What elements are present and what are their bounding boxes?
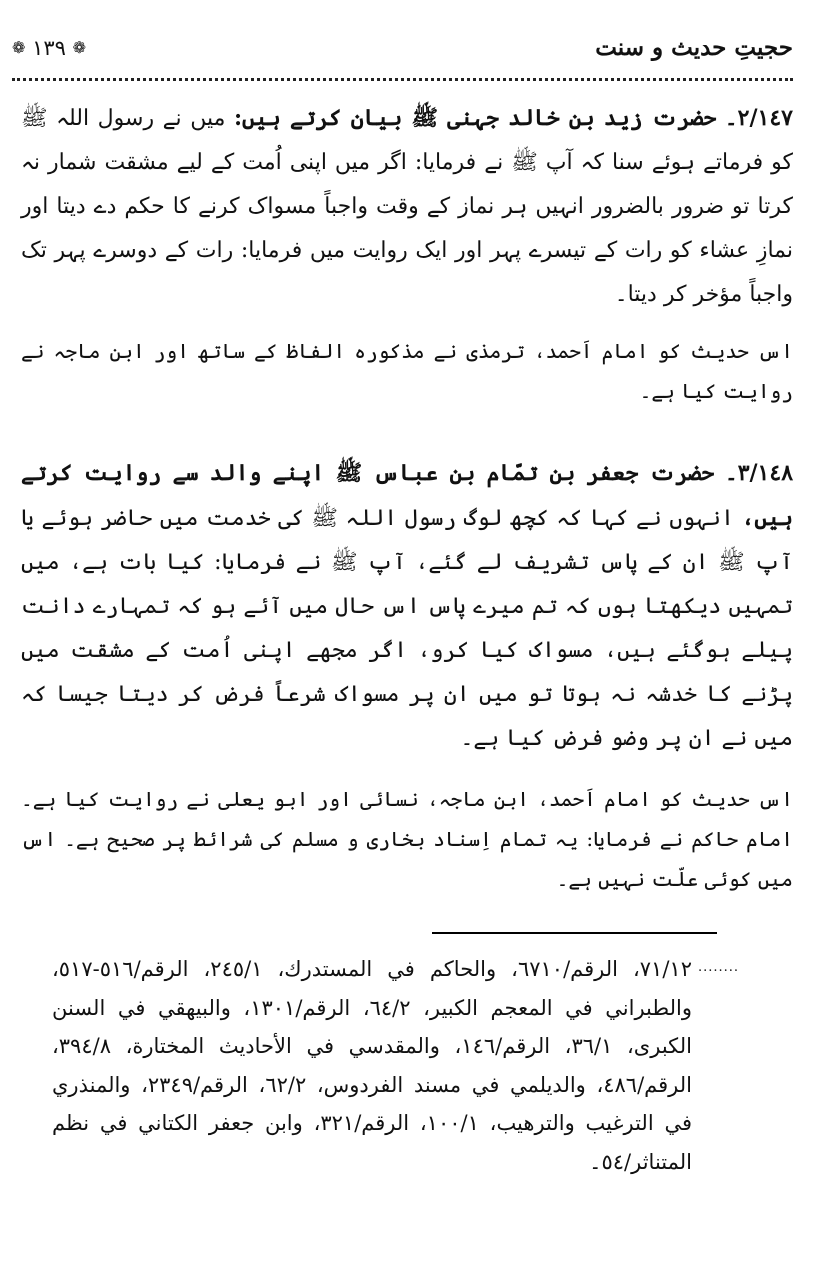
header-dotted-rule — [12, 78, 793, 81]
page-number-block — [12, 36, 86, 60]
hadith-reference: اس حدیث کو امام اَحمد، ابن ماجہ، نسائی اور ابو یعلی نے روایت کیا ہے۔ امام حاکم نے فرمایا: یہ تمام اِسناد بخاری و مسلم کی شرائط پر صحیح ہے۔ اس میں کوئی علّت نہیں ہے۔ — [21, 787, 793, 891]
main-text — [21, 96, 793, 899]
hadith-paragraph — [21, 451, 793, 761]
hadith-number: ٢/١٤٧۔ — [724, 105, 793, 131]
footnote-separator — [432, 932, 717, 934]
footnote-marker: ........ — [698, 960, 740, 975]
hadith-text: انہوں نے کہا کہ کچھ لوگ رسول اللہ ﷺ کی خدمت میں حاضر ہوئے یا آپ ﷺ ان کے پاس تشریف لے گئے، آپ ﷺ نے فرمایا: کیا بات ہے، میں تمہیں دیکھتا ہوں کہ تم میرے پاس اس حال میں آئے ہو کہ تمہارے دانت پیلے ہوگئے ہیں، مسواک کیا کرو، اگر مجھے اپنی اُمت کے مشقت میں پڑنے کا خدشہ نہ ہوتا تو میں ان پر مسواک شرعاً فرض کر دیتا جیسا کہ میں نے ان پر وضو فرض کیا ہے۔ — [21, 506, 793, 751]
hadith-reference: اس حدیث کو امام اَحمد، ترمذی نے مذکورہ الفاظ کے ساتھ اور ابن ماجہ نے روایت کیا ہے۔ — [21, 339, 793, 403]
running-header — [12, 28, 793, 72]
hadith-text: میں نے رسول اللہ ﷺ کو فرماتے ہوئے سنا کہ آپ ﷺ نے فرمایا: اگر میں اپنی اُمت کے لیے مشقت شمار نہ کرتا تو ضرور بالضرور انہیں ہر نماز کے وقت واجباً مسواک کرنے کا حکم دے دیتا اور نمازِ عشاء کو رات کے تیسرے پہر اور ایک روایت میں فرمایا: رات کے دوسرے پہر تک واجباً مؤخر کر دیتا۔ — [21, 106, 793, 307]
hadith-narrator: حضرت جعفر بن تمّام بن عباس ﷺ اپنے والد سے روایت کرتے ہیں، — [21, 460, 793, 531]
hadith-number: ٣/١٤٨۔ — [724, 460, 794, 486]
hadith-narrator: حضرت زید بن خالد جہنی ﷺ بیان کرتے ہیں: — [233, 105, 717, 131]
running-title: حجیتِ حدیث و سنت — [595, 34, 793, 61]
hadith-paragraph — [21, 96, 793, 317]
footnote-text: ٧١/١٢، الرقم/٦٧١٠، والحاكم في المستدرك، ٢٤٥/١، الرقم/٥١٦-٥١٧، والطبراني في المعجم الكبير، ٦٤/٢، الرقم/١٣٠١، والبيهقي في السنن الكبرى، ٣٦/١، الرقم/١٤٦، والمقدسي في الأحاديث المختارة، ٣٩٤/٨، الرقم/٤٨٦، والديلمي في مسند الفردوس، ٦٢/٢، الرقم/٢٣٤٩، والمنذري في الترغيب والترهيب، ١٠٠/١، الرقم/٣٢١، وابن جعفر الكتاني في نظم المتناثر/٥٤۔ — [52, 957, 692, 1174]
ornament-icon: ❁ — [72, 38, 87, 57]
ornament-icon: ❁ — [12, 38, 26, 57]
page-number: ١٣٩ — [32, 36, 66, 60]
